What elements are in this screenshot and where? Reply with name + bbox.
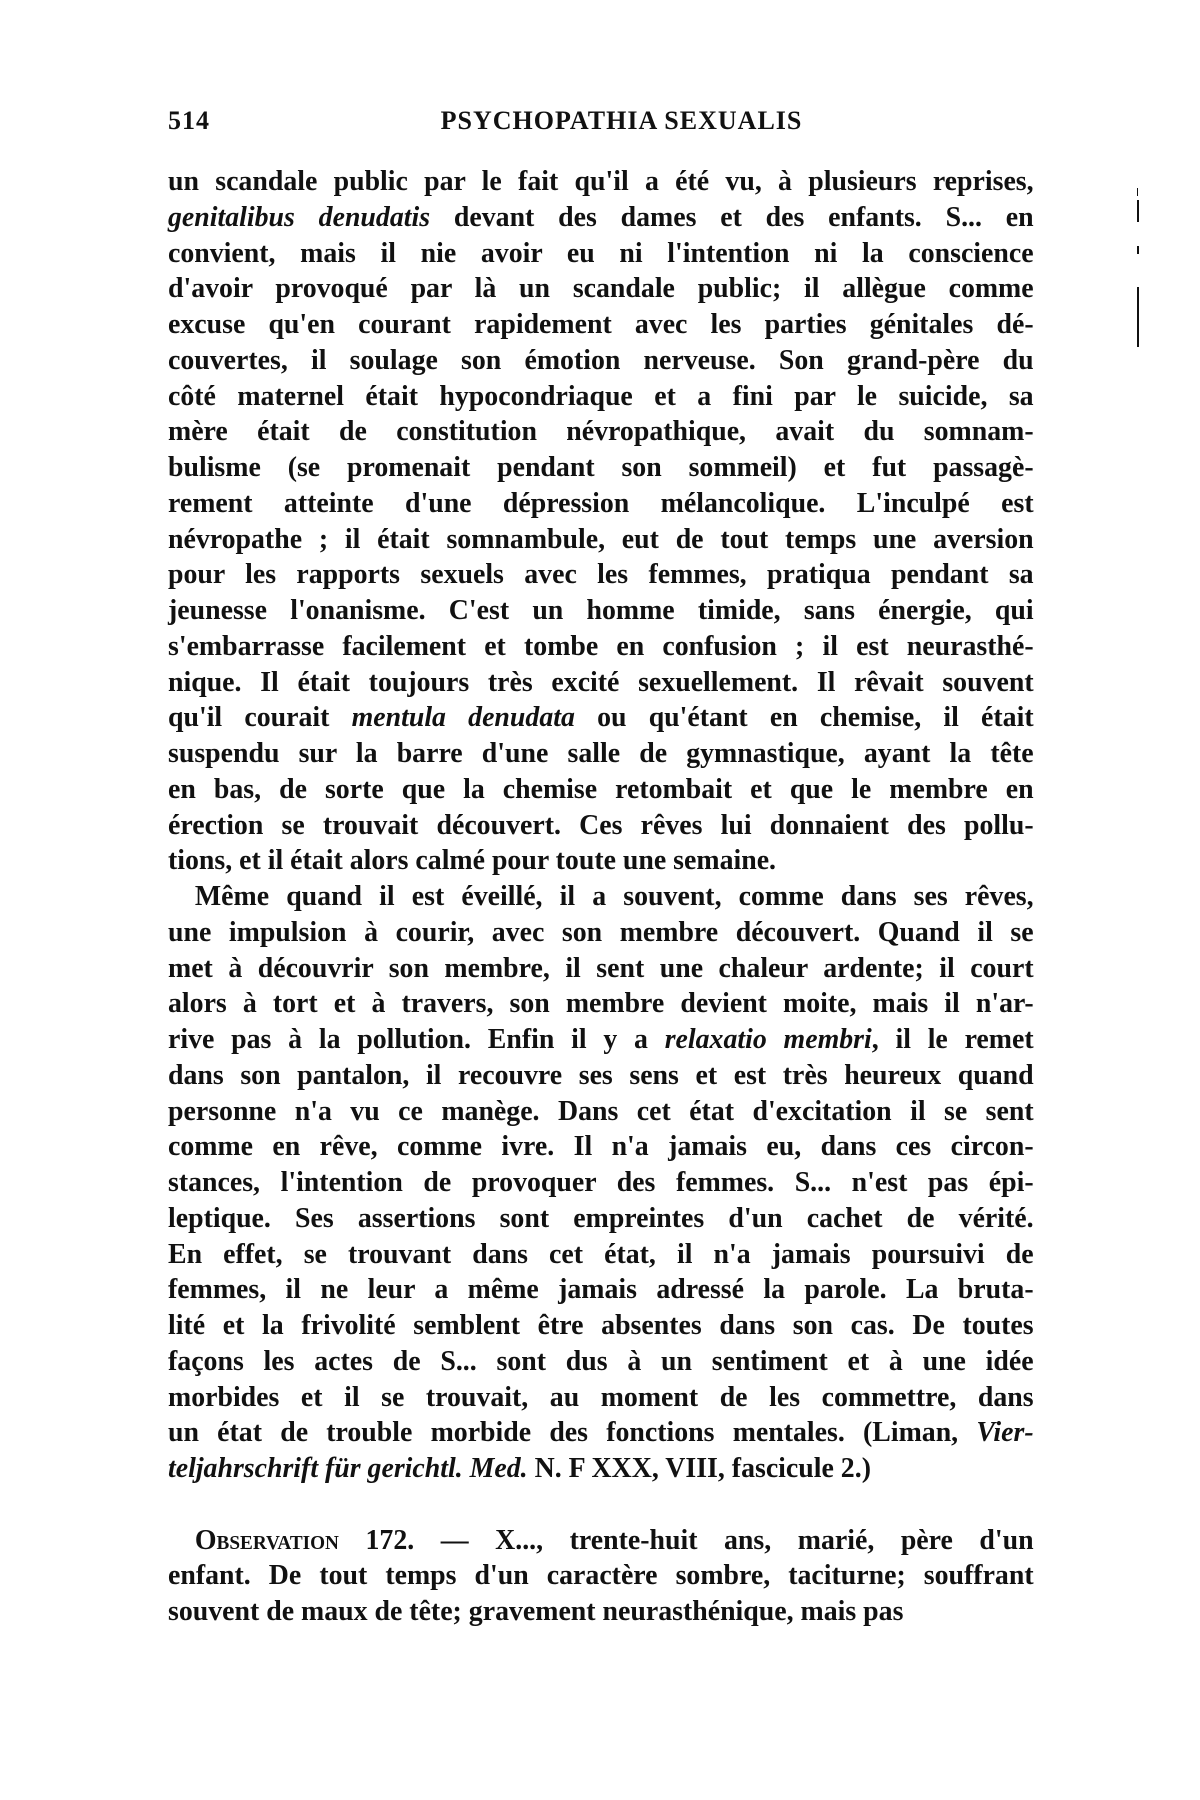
text-segment: alors à tort et à travers, son membre devient moite, mais il n'ar-	[168, 987, 1034, 1020]
text-line	[168, 915, 1034, 951]
text-line	[168, 414, 1034, 450]
text-segment: qu'il courait	[168, 701, 352, 734]
text-line	[168, 1237, 1034, 1273]
text-line	[168, 557, 1034, 593]
text-line	[168, 379, 1034, 415]
blank-line	[168, 1487, 1035, 1523]
text-segment: devant des dames et des enfants. S... en	[430, 200, 1034, 233]
text-segment: Même quand il est éveillé, il a souvent, comme dans ses rêves,	[194, 880, 1034, 912]
page-header	[168, 106, 1035, 146]
text-segment: un scandale public par le fait qu'il a été vu, à plusieurs reprises,	[168, 165, 1034, 197]
text-line	[168, 951, 1034, 987]
text-line	[168, 450, 1034, 486]
italic-latin-text: Vier-	[976, 1416, 1034, 1449]
text-line	[168, 700, 1034, 736]
text-segment: névropathe ; il était somnambule, eut de tout temps une aversion	[168, 522, 1034, 555]
text-line	[168, 1201, 1034, 1237]
text-line	[168, 1272, 1034, 1308]
observation-label: Observation	[194, 1523, 339, 1556]
text-segment: tions, et il était alors calmé pour toute une semaine.	[168, 844, 777, 877]
text-segment: pour les rapports sexuels avec les femmes, pratiqua pendant sa	[168, 558, 1034, 591]
text-line	[168, 772, 1034, 808]
text-line	[168, 307, 1034, 343]
observation-paragraph	[168, 1523, 1035, 1630]
text-segment: met à découvrir son membre, il sent une chaleur ardente; il court	[168, 951, 1034, 984]
text-segment: souvent de maux de tête; gravement neurasthénique, mais pas	[168, 1595, 904, 1627]
text-line	[168, 1558, 1034, 1594]
text-segment: un état de trouble morbide des fonctions mentales. (Liman,	[168, 1416, 977, 1449]
text-line	[168, 986, 1034, 1022]
text-line	[168, 200, 1034, 236]
text-line	[168, 522, 1034, 558]
text-segment: jeunesse l'onanisme. C'est un homme timide, sans énergie, qui	[168, 594, 1034, 626]
text-segment: convient, mais il nie avoir eu ni l'intention ni la conscience	[168, 236, 1034, 269]
text-line	[168, 236, 1034, 272]
margin-mark	[1137, 246, 1139, 254]
text-segment: N. F XXX, VIII, fascicule 2.)	[527, 1452, 871, 1484]
text-segment: dans son pantalon, il recouvre ses sens et est très heureux quand	[168, 1058, 1034, 1091]
text-line	[168, 1094, 1034, 1130]
running-title: PSYCHOPATHIA SEXUALIS	[440, 106, 803, 135]
text-line	[168, 1344, 1034, 1380]
text-line	[168, 1022, 1034, 1058]
text-line	[168, 1308, 1034, 1344]
text-line	[168, 843, 1034, 879]
italic-latin-text: relaxatio membri	[664, 1023, 872, 1055]
text-line	[168, 164, 1034, 200]
body-text	[168, 164, 1035, 1630]
text-segment: érection se trouvait découvert. Ces rêves lui donnaient des pollu-	[168, 808, 1034, 841]
text-segment: rement atteinte d'une dépression mélancolique. L'inculpé est	[168, 486, 1034, 519]
text-line	[168, 271, 1034, 307]
text-segment: nique. Il était toujours très excité sexuellement. Il rêvait souvent	[168, 665, 1034, 698]
text-segment: façons les actes de S... sont dus à un sentiment et à une idée	[168, 1344, 1034, 1377]
text-line	[168, 1415, 1034, 1451]
text-segment: s'embarrasse facilement et tombe en confusion ; il est neurasthé-	[168, 629, 1034, 662]
text-segment: enfant. De tout temps d'un caractère sombre, taciturne; souffrant	[168, 1559, 1034, 1592]
text-segment: couvertes, il soulage son émotion nerveuse. Son grand-père du	[168, 343, 1034, 376]
text-segment: comme en rêve, comme ivre. Il n'a jamais eu, dans ces circon-	[168, 1130, 1034, 1163]
text-line	[168, 736, 1034, 772]
text-line	[168, 808, 1034, 844]
text-line	[168, 343, 1034, 379]
text-segment: ou qu'étant en chemise, il était	[574, 701, 1034, 734]
paragraph	[168, 164, 1035, 879]
text-segment: morbides et il se trouvait, au moment de les commettre, dans	[168, 1380, 1034, 1413]
text-line	[168, 593, 1034, 629]
text-segment: lité et la frivolité semblent être absentes dans son cas. De toutes	[168, 1309, 1034, 1341]
margin-mark	[1137, 200, 1139, 222]
text-line	[168, 1380, 1034, 1416]
text-line	[168, 1451, 1034, 1487]
text-line	[168, 1594, 1034, 1630]
text-segment: stances, l'intention de provoquer des femmes. S... n'est pas épi-	[168, 1166, 1034, 1198]
text-segment: 172. — X..., trente-huit ans, marié, père d'un	[338, 1523, 1034, 1556]
text-segment: côté maternel était hypocondriaque et a fini par le suicide, sa	[168, 379, 1034, 412]
text-segment: une impulsion à courir, avec son membre découvert. Quand il se	[168, 915, 1034, 948]
italic-latin-text: genitalibus denudatis	[168, 200, 431, 233]
text-segment: en bas, de sorte que la chemise retombait et que le membre en	[168, 772, 1034, 805]
text-line	[168, 1523, 1034, 1559]
text-line	[168, 879, 1034, 915]
text-line	[168, 1129, 1034, 1165]
text-line	[168, 1165, 1034, 1201]
margin-mark	[1137, 287, 1139, 347]
text-segment: d'avoir provoqué par là un scandale public; il allègue comme	[168, 272, 1034, 305]
text-segment: bulisme (se promenait pendant son sommeil) et fut passagè-	[168, 451, 1034, 483]
text-segment: rive pas à la pollution. Enfin il y a	[168, 1023, 665, 1055]
text-line	[168, 486, 1034, 522]
text-segment: personne n'a vu ce manège. Dans cet état d'excitation il se sent	[168, 1094, 1034, 1127]
text-segment: mère était de constitution névropathique, avait du somnam-	[168, 415, 1034, 448]
paragraph	[168, 879, 1035, 1487]
text-line	[168, 1058, 1034, 1094]
page-number: 514	[168, 106, 210, 135]
italic-latin-text: mentula denudata	[351, 701, 575, 734]
text-segment: femmes, il ne leur a même jamais adressé la parole. La bruta-	[168, 1273, 1034, 1306]
text-segment: suspendu sur la barre d'une salle de gymnastique, ayant la tête	[168, 737, 1034, 769]
text-segment: excuse qu'en courant rapidement avec les parties génitales dé-	[168, 308, 1034, 340]
italic-latin-text: teljahrschrift für gerichtl. Med.	[168, 1452, 528, 1484]
text-line	[168, 629, 1034, 665]
text-segment: leptique. Ses assertions sont empreintes d'un cachet de vérité.	[168, 1201, 1034, 1234]
text-line	[168, 665, 1034, 701]
text-segment: En effet, se trouvant dans cet état, il n'a jamais poursuivi de	[168, 1237, 1034, 1270]
text-segment: , il le remet	[871, 1023, 1034, 1055]
margin-mark	[1137, 188, 1138, 196]
